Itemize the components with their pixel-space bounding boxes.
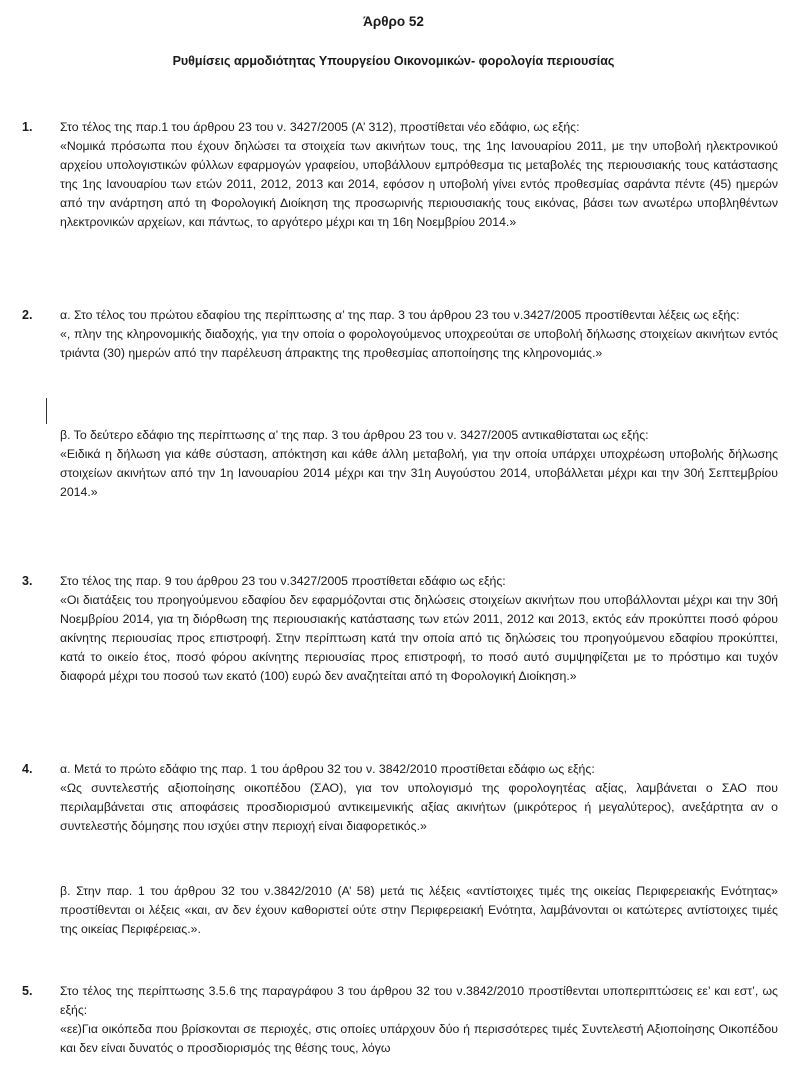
item-number: 3. (22, 574, 33, 588)
article-subtitle: Ρυθμίσεις αρμοδιότητας Υπουργείου Οικονομικών- φορολογία περιουσίας (172, 54, 615, 68)
item-quote: «Ως συντελεστής αξιοποίησης οικοπέδου (ΣΑΟ), για τον υπολογισμό της φορολογητέας αξίας, λαμβάνεται ο ΣΑΟ που περιλαμβάνεται στις αποφάσεις προσδιορισμού αντικειμενικής αξίας ακινήτων (μικρότερος ή μεγαλύτερος), ανεξάρτητα αν ο συντελεστής δόμησης που ισχύει στην περιοχή είναι διαφορετικός.» (60, 781, 778, 833)
item-5-block (60, 982, 778, 1058)
article-title: Άρθρο 52 (363, 14, 424, 29)
item-quote: «Νομικά πρόσωπα που έχουν δηλώσει τα στοιχεία των ακινήτων τους, της 1ης Ιανουαρίου 2011, με την υποβολή ηλεκτρονικού αρχείου υπολογιστικών φύλλων εφαρμογών γραφείου, υποβάλλουν εμπρόθεσμα τις μεταβολές της περιουσιακής τους κατάστασης της 1ης Ιανουαρίου των ετών 2011, 2012, 2013 και 2014, εφόσον η υποβολή γίνει εντός προθεσμίας σαράντα πέντε (45) ημερών από την ανάρτηση από τη Φορολογική Διοίκηση της προσωρινής περιουσιακής τους εικόνας, βάσει των ανωτέρω υποβληθέντων ηλεκτρονικών αρχείων, και πάντως, το αργότερο μέχρι και τη 16η Νοεμβρίου 2014.» (60, 139, 778, 229)
item-2a-block (60, 306, 778, 363)
item-number: 2. (22, 308, 33, 322)
margin-mark (46, 398, 47, 424)
item-quote: «, πλην της κληρονομικής διαδοχής, για την οποία ο φορολογούμενος υποχρεούται σε υποβολή δήλωσης στοιχείων ακινήτων εντός τριάντα (30) ημερών από την παρέλευση άπρακτης της προθεσμίας αποποίησης της κληρονομιάς.» (60, 327, 778, 360)
item-intro: α. Μετά το πρώτο εδάφιο της παρ. 1 του άρθρου 32 του ν. 3842/2010 προστίθεται εδάφιο ως εξής: (60, 762, 595, 776)
item-intro: α. Στο τέλος του πρώτου εδαφίου της περίπτωσης α’ της παρ. 3 του άρθρου 23 του ν.3427/2005 προστίθενται λέξεις ως εξής: (60, 308, 740, 322)
item-quote: «Οι διατάξεις του προηγούμενου εδαφίου δεν εφαρμόζονται στις δηλώσεις στοιχείων ακινήτων που υποβάλλονται μέχρι και την 30ή Νοεμβρίου 2014, για τη διόρθωση της περιουσιακής κατάστασης των ετών 2011, 2012 και 2013, εκτός εάν προκύπτει ποσό φόρου ακίνητης περιουσίας προς επιστροφή. Στην περίπτωση κατά την οποία από τις δηλώσεις του προηγούμενου εδαφίου προκύπτει, κατά το οικείο έτος, ποσό φόρου ακίνητης περιουσίας προς επιστροφή, το ποσό αυτό συμψηφίζεται με το πρόστιμο και τυχόν διαφορά μέχρι του ποσού των εκατό (100) ευρώ δεν αναζητείται από τη Φορολογική Διοίκηση.» (60, 593, 778, 683)
item-quote: «εε)Για οικόπεδα που βρίσκονται σε περιοχές, στις οποίες υπάρχουν δύο ή περισσότερες τιμές Συντελεστή Αξιοποίησης Οικοπέδου και δεν είναι δυνατός ο προσδιορισμός της θέσης τους, λόγω (60, 1022, 778, 1055)
item-number: 1. (22, 120, 33, 134)
item-3-block (60, 572, 778, 686)
item-1-block (60, 118, 778, 232)
item-number: 4. (22, 762, 33, 776)
item-2b-block (60, 426, 778, 502)
item-intro: Στο τέλος της παρ. 9 του άρθρου 23 του ν.3427/2005 προστίθεται εδάφιο ως εξής: (60, 574, 506, 588)
item-4a-block (60, 760, 778, 836)
item-quote: «Ειδικά η δήλωση για κάθε σύσταση, απόκτηση και κάθε άλλη μεταβολή, για την οποία υπάρχει υποχρέωση υποβολής δήλωσης στοιχείων ακινήτων από την 1η Ιανουαρίου 2014 μέχρι και την 31η Αυγούστου 2014, υποβάλλεται μέχρι και την 30ή Σεπτεμβρίου 2014.» (60, 447, 778, 499)
item-quote: β. Στην παρ. 1 του άρθρου 32 του ν.3842/2010 (Α’ 58) μετά τις λέξεις «αντίστοιχες τιμές της οικείας Περιφερειακής Ενότητας» προστίθενται οι λέξεις «και, αν δεν έχουν καθοριστεί ούτε στην Περιφερειακή Ενότητα, λαμβάνονται οι κατώτερες αντίστοιχες τιμές της οικείας Περιφέρειας.». (60, 884, 778, 936)
item-intro: β. Το δεύτερο εδάφιο της περίπτωσης α’ της παρ. 3 του άρθρου 23 του ν. 3427/2005 αντικαθίσταται ως εξής: (60, 428, 649, 442)
item-intro: Στο τέλος της περίπτωσης 3.5.6 της παραγράφου 3 του άρθρου 32 του ν.3842/2010 προστίθενται υποπεριπτώσεις εε’ και εστ’, ως εξής: (60, 984, 778, 1017)
item-4b-block (60, 882, 778, 939)
item-number: 5. (22, 984, 33, 998)
item-intro: Στο τέλος της παρ.1 του άρθρου 23 του ν. 3427/2005 (Α’ 312), προστίθεται νέο εδάφιο, ως εξής: (60, 120, 580, 134)
